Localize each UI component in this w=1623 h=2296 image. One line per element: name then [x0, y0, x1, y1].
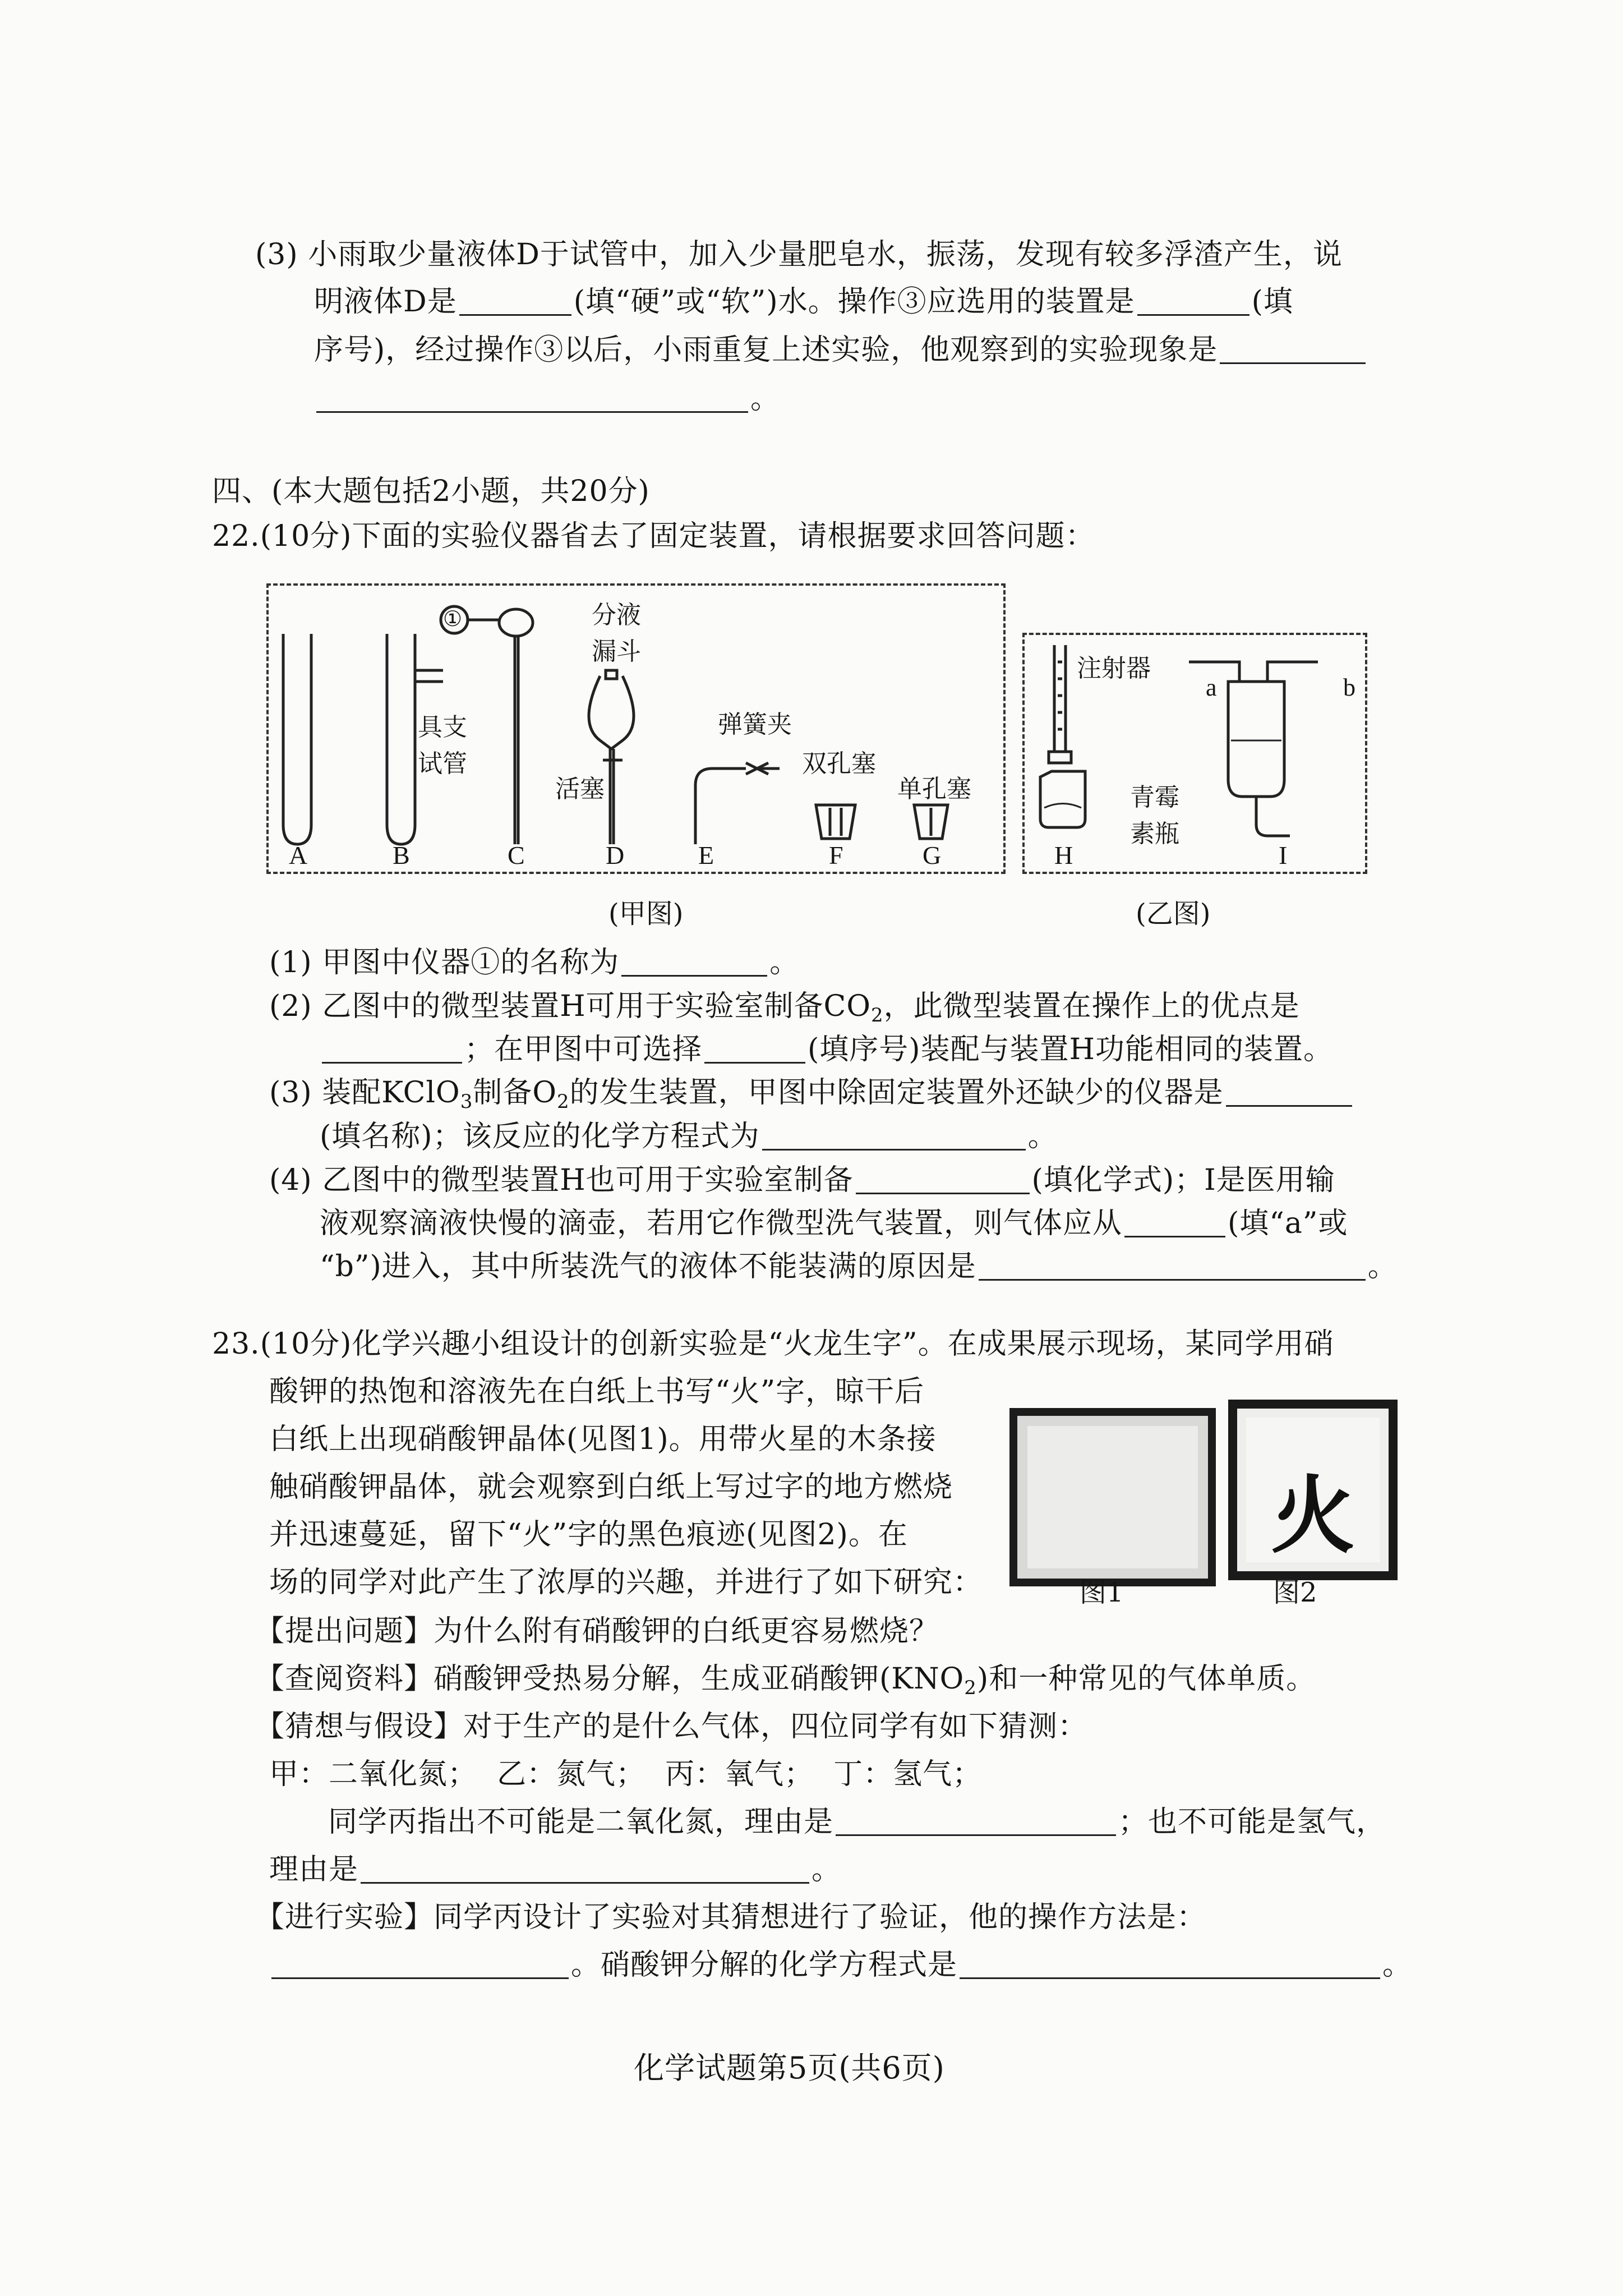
q23-line9: 【猜想与假设】对于生产的是什么气体，四位同学有如下猜测： [255, 1710, 1088, 1743]
letter-D: D [606, 841, 625, 869]
label-port-a: a [1206, 674, 1217, 701]
letter-E: E [698, 841, 714, 869]
caption-yi: (乙图) [1136, 898, 1211, 930]
answer-blank[interactable] [322, 1036, 462, 1064]
letter-C: C [508, 841, 525, 869]
sep-funnel-stem-D [610, 749, 614, 844]
answer-blank[interactable] [856, 1167, 1030, 1194]
label-spring-clamp: 弹簧夹 [718, 710, 792, 739]
q21-part3-line1: (3) 小雨取少量液体D于试管中，加入少量肥皂水，振荡，发现有较多浮渣产生，说 [255, 238, 1343, 272]
q22-part3-line2: (填名称)；该反应的化学方程式为 。 [320, 1120, 1058, 1153]
q23-line3: 白纸上出现硝酸钾晶体(见图1)。用带火星的木条接 [269, 1423, 937, 1456]
q23-line5: 并迅速蔓延，留下“火”字的黑色痕迹(见图2)。在 [269, 1518, 908, 1552]
q21-part3-line3: 序号)，经过操作③以后，小雨重复上述实验，他观察到的实验现象是 [314, 335, 1368, 365]
label-two-hole: 双孔塞 [802, 749, 876, 778]
q23-line13: 【进行实验】同学丙设计了实验对其猜想进行了验证，他的操作方法是： [255, 1901, 1207, 1934]
q21-part3-line4: 。 [314, 384, 780, 413]
q23-line14: 。硝酸钾分解的化学方程式是 。 [269, 1950, 1412, 1980]
label-separatory-2: 漏斗 [592, 637, 641, 666]
branch-arm [415, 670, 443, 682]
label-one-hole: 单孔塞 [897, 775, 971, 803]
q22-part1: (1) 甲图中仪器①的名称为 。 [269, 946, 800, 979]
apparatus-drawings [0, 0, 1623, 954]
label-vial-1: 青霉 [1130, 783, 1179, 812]
label-port-b: b [1343, 674, 1355, 701]
letter-I: I [1279, 841, 1288, 869]
q23-line7: 【提出问题】为什么附有硝酸钾的白纸更容易燃烧？ [255, 1614, 939, 1648]
q22-part4-line1: (4) 乙图中的微型装置H也可用于实验室制备 (填化学式)；I是医用输 [269, 1163, 1335, 1197]
q22-part2-line2: ；在甲图中可选择 (填序号)装配与装置H功能相同的装置。 [320, 1035, 1333, 1064]
answer-blank[interactable] [979, 1253, 1366, 1281]
answer-blank[interactable] [361, 1856, 809, 1884]
figure-2-photo [1228, 1400, 1398, 1580]
burnt-fire-character: 火 [1270, 1467, 1355, 1565]
q22-stem: 22.(10分)下面的实验仪器省去了固定装置，请根据要求回答问题： [212, 519, 1095, 553]
answer-blank[interactable] [836, 1809, 1116, 1836]
funnel-bulb-C [499, 609, 533, 636]
answer-blank[interactable] [960, 1952, 1380, 1979]
label-vial-2: 素瓶 [1130, 820, 1179, 848]
q23-line1: 23.(10分)化学兴趣小组设计的创新实验是“火龙生字”。在成果展示现场，某同学用硝 [212, 1327, 1334, 1361]
sep-funnel-body-D [589, 676, 634, 749]
label-branch-2: 试管 [418, 749, 467, 778]
q22-part2-line1: (2) 乙图中的微型装置H可用于实验室制备$CO_2$，此微型装置在操作上的优点是 [269, 990, 1300, 1027]
q23-line6: 场的同学对此产生了浓厚的兴趣，并进行了如下研究： [269, 1566, 983, 1599]
test-tube-A [283, 634, 311, 844]
caption-fig2: 图2 [1273, 1577, 1317, 1608]
q23-line10: 甲：二氧化氮； 乙：氮气； 丙：氧气； 丁：氢气； [269, 1757, 983, 1791]
q23-line8: 【查阅资料】硝酸钾受热易分解，生成亚硝酸钾$(KNO_2)$和一种常见的气体单质。 [255, 1662, 1316, 1699]
q21-part3-line2: 明液体D是 (填“硬”或“软”)水。操作③应选用的装置是 (填 [314, 285, 1293, 319]
answer-blank[interactable] [762, 1123, 1026, 1151]
q22-part4-line2: 液观察滴液快慢的滴壶，若用它作微型洗气装置，则气体应从 (填“a”或 [320, 1207, 1348, 1240]
letter-G: G [923, 841, 942, 869]
vial-H [1040, 771, 1085, 827]
q23-line11: 同学丙指出不可能是二氧化氮，理由是 ；也不可能是氢气， [328, 1805, 1386, 1839]
letter-A: A [289, 841, 308, 869]
answer-blank[interactable] [1226, 1079, 1352, 1107]
caption-fig1: 图1 [1080, 1577, 1124, 1608]
label-branch-1: 具支 [418, 713, 467, 742]
q23-line2: 酸钾的热饱和溶液先在白纸上书写“火”字，晾干后 [269, 1375, 925, 1409]
q23-line12: 理由是 。 [269, 1853, 842, 1887]
label-separatory-1: 分液 [592, 601, 641, 629]
funnel-stem-C [515, 636, 518, 844]
q22-part3-line1: (3) 装配KClO$_3$制备$O_2$的发生装置，甲图中除固定装置外还缺少的仪器是 [269, 1078, 1354, 1107]
caption-jia: (甲图) [608, 898, 684, 930]
label-syringe: 注射器 [1077, 654, 1151, 683]
letter-H: H [1054, 841, 1073, 869]
label-stopcock: 活塞 [555, 775, 605, 803]
answer-blank[interactable] [1124, 1210, 1225, 1237]
letter-F: F [829, 841, 843, 869]
spring-clamp-E [746, 763, 780, 774]
branched-tube-B [387, 634, 415, 844]
letter-B: B [393, 841, 410, 869]
answer-blank[interactable] [704, 1036, 805, 1064]
section-heading: 四、(本大题包括2小题，共20分) [212, 475, 650, 508]
drip-chamber-I [1228, 682, 1284, 797]
answer-blank[interactable] [621, 949, 767, 977]
page-footer: 化学试题第5页(共6页) [634, 2050, 945, 2086]
two-hole-stopper-F [816, 805, 855, 839]
label-marker: ① [443, 606, 463, 631]
answer-blank[interactable] [271, 1952, 569, 1979]
figure-1-photo [1009, 1408, 1216, 1586]
q23-line4: 触硝酸钾晶体，就会观察到白纸上写过字的地方燃烧 [269, 1470, 953, 1504]
bent-tube-E [695, 769, 746, 844]
q22-part4-line3: “b”)进入，其中所装洗气的液体不能装满的原因是 。 [320, 1250, 1398, 1283]
